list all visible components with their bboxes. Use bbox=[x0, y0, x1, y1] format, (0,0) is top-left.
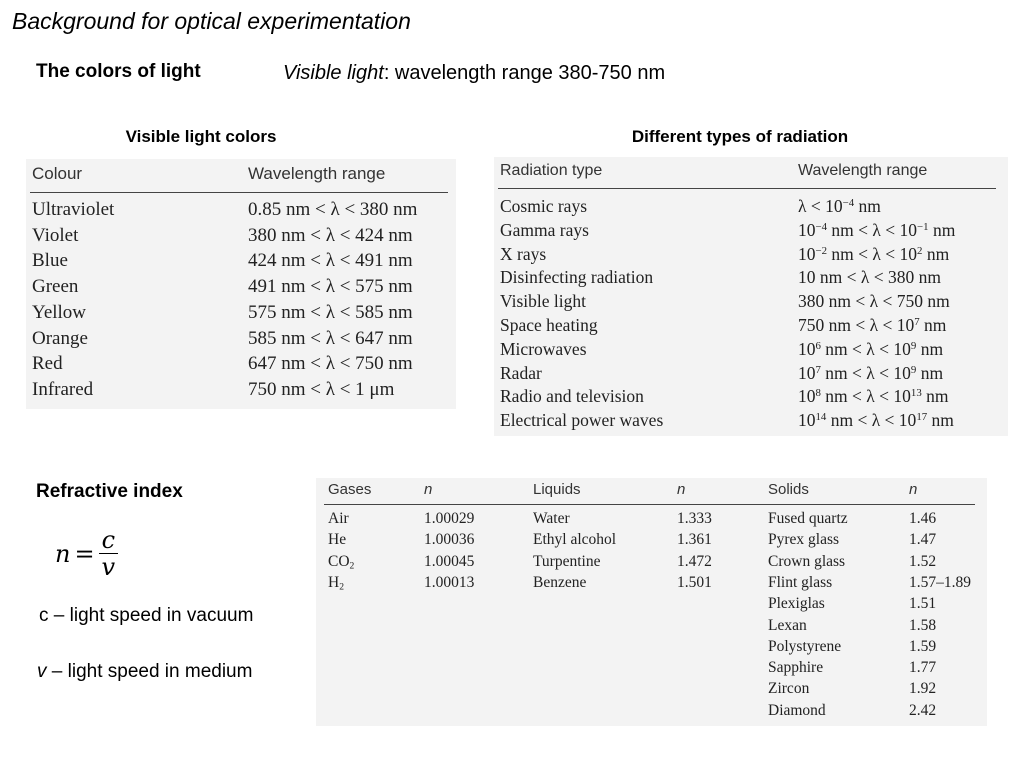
table-row bbox=[316, 638, 987, 659]
table-row bbox=[494, 220, 1008, 244]
colour-cell: Violet bbox=[32, 224, 79, 246]
table-row bbox=[26, 199, 456, 225]
note-v-text: – light speed in medium bbox=[46, 661, 253, 682]
gas-name-cell: $CO_2$ bbox=[328, 552, 355, 571]
colour-cell: Orange bbox=[32, 327, 88, 349]
solids-column-header: Solids bbox=[768, 481, 809, 498]
wavelength-cell: $10^{-4}$ nm < $\lambda < 10^{-1}$ nm bbox=[798, 219, 956, 240]
gas-name-cell: He bbox=[328, 531, 347, 549]
refractive-heading: Refractive index bbox=[36, 481, 183, 502]
table-row bbox=[26, 353, 456, 379]
note-v bbox=[37, 661, 252, 683]
liquid-name-cell: Water bbox=[533, 510, 570, 527]
liquid-name-cell: Benzene bbox=[533, 573, 587, 591]
solids-n-column-header: n bbox=[909, 481, 918, 498]
table-row bbox=[316, 680, 987, 701]
visible-light-note bbox=[283, 62, 665, 85]
table-row bbox=[494, 386, 1008, 410]
radiation-type-cell: Gamma rays bbox=[500, 219, 589, 240]
radiation-table bbox=[494, 157, 1008, 436]
header-rule bbox=[324, 504, 975, 505]
visible-colors-heading: Visible light colors bbox=[125, 127, 277, 146]
slide-title: Background for optical experimentation bbox=[12, 8, 411, 34]
liquid-n-cell: 1.501 bbox=[677, 573, 712, 591]
formula-fraction bbox=[99, 528, 118, 581]
formula-denominator: v bbox=[101, 553, 116, 582]
table-row bbox=[494, 315, 1008, 339]
formula-lhs: n bbox=[55, 540, 71, 569]
radiation-type-cell: Microwaves bbox=[500, 338, 587, 359]
wavelength-cell: 750 nm < $\lambda < 10^7$ nm bbox=[798, 315, 947, 335]
colour-cell: Red bbox=[32, 353, 63, 375]
liquid-n-cell: 1.472 bbox=[677, 552, 712, 570]
formula-numerator: c bbox=[99, 528, 118, 554]
radiation-type-cell: X rays bbox=[500, 243, 547, 264]
liquids-n-column-header: n bbox=[677, 481, 686, 498]
table-row bbox=[26, 276, 456, 302]
colour-cell: Infrared bbox=[32, 378, 94, 400]
solid-n-cell: 1.51 bbox=[909, 595, 937, 613]
gas-name-cell: Air bbox=[328, 510, 349, 527]
table-row bbox=[494, 363, 1008, 387]
colour-column-header: Colour bbox=[32, 164, 83, 183]
formula-equals: = bbox=[74, 540, 95, 569]
wavelength-cell: $10^6$ nm < $\lambda < 10^9$ nm bbox=[798, 338, 944, 359]
wavelength-cell: 424 nm < λ < 491 nm bbox=[248, 250, 413, 272]
table-row bbox=[316, 510, 987, 531]
table-row bbox=[494, 267, 1008, 291]
solid-n-cell: 1.52 bbox=[909, 552, 937, 570]
wavelength-cell: 647 nm < λ < 750 nm bbox=[248, 353, 413, 375]
refractive-index-table bbox=[316, 478, 987, 726]
gas-n-cell: 1.00013 bbox=[424, 573, 475, 591]
solid-n-cell: 1.46 bbox=[909, 510, 937, 527]
solid-name-cell: Fused quartz bbox=[768, 510, 848, 527]
wavelength-cell: 750 nm < λ < 1 μm bbox=[248, 378, 395, 400]
wavelength-cell: $10^{-2}$ nm < $\lambda < 10^2$ nm bbox=[798, 243, 950, 264]
radiation-type-cell: Space heating bbox=[500, 315, 598, 335]
wavelength-cell: $10^{14}$ nm < $\lambda < 10^{17}$ nm bbox=[798, 410, 954, 431]
solid-n-cell: 1.47 bbox=[909, 531, 937, 549]
solid-n-cell: 1.59 bbox=[909, 637, 937, 655]
visible-light-note-text: : wavelength range 380-750 nm bbox=[383, 62, 666, 84]
visible-light-note-label: Visible light bbox=[283, 62, 384, 84]
radiation-type-cell: Visible light bbox=[500, 291, 586, 312]
solid-name-cell: Polystyrene bbox=[768, 637, 842, 655]
radiation-type-cell: Radio and television bbox=[500, 386, 644, 407]
liquid-name-cell: Ethyl alcohol bbox=[533, 531, 617, 549]
gases-column-header: Gases bbox=[328, 481, 372, 498]
radiation-type-column-header: Radiation type bbox=[500, 162, 603, 179]
wavelength-cell: 585 nm < λ < 647 nm bbox=[248, 327, 413, 349]
header-rule bbox=[30, 192, 448, 193]
radiation-type-cell: Electrical power waves bbox=[500, 410, 664, 431]
wavelength-cell: 575 nm < λ < 585 nm bbox=[248, 301, 413, 323]
solid-name-cell: Flint glass bbox=[768, 573, 833, 591]
table-row bbox=[316, 659, 987, 680]
table-row bbox=[494, 196, 1008, 220]
note-v-symbol: v bbox=[37, 661, 47, 682]
gases-n-column-header: n bbox=[424, 481, 433, 498]
wavelength-cell: $10^8$ nm < $\lambda < 10^{13}$ nm bbox=[798, 386, 949, 407]
liquid-name-cell: Turpentine bbox=[533, 552, 601, 570]
solid-name-cell: Pyrex glass bbox=[768, 531, 840, 549]
solid-name-cell: Diamond bbox=[768, 701, 826, 719]
table-row bbox=[494, 339, 1008, 363]
table-row bbox=[26, 328, 456, 354]
colour-cell: Yellow bbox=[32, 301, 87, 323]
solid-name-cell: Sapphire bbox=[768, 659, 824, 677]
table-row bbox=[26, 250, 456, 276]
wavelength-column-header: Wavelength range bbox=[248, 164, 386, 183]
solid-n-cell: 1.92 bbox=[909, 680, 937, 698]
table-row bbox=[26, 225, 456, 251]
liquid-n-cell: 1.333 bbox=[677, 510, 712, 527]
solid-n-cell: 1.57–1.89 bbox=[909, 573, 971, 591]
table-row bbox=[316, 595, 987, 616]
wavelength-cell: $10^7$ nm < $\lambda < 10^9$ nm bbox=[798, 362, 944, 383]
wavelength-cell: 0.85 nm < λ < 380 nm bbox=[248, 199, 418, 220]
table-row bbox=[494, 244, 1008, 268]
table-row bbox=[316, 617, 987, 638]
table-row bbox=[316, 553, 987, 574]
solid-name-cell: Zircon bbox=[768, 680, 810, 698]
radiation-type-cell: Disinfecting radiation bbox=[500, 267, 654, 288]
wavelength-cell: $\lambda < 10^{-4}$ nm bbox=[798, 196, 881, 216]
liquid-n-cell: 1.361 bbox=[677, 531, 712, 549]
gas-n-cell: 1.00029 bbox=[424, 510, 475, 527]
liquids-column-header: Liquids bbox=[533, 481, 581, 498]
radiation-type-cell: Cosmic rays bbox=[500, 196, 588, 216]
solid-n-cell: 1.77 bbox=[909, 659, 937, 677]
colour-cell: Blue bbox=[32, 250, 68, 272]
solid-name-cell: Crown glass bbox=[768, 552, 846, 570]
solid-n-cell: 2.42 bbox=[909, 701, 937, 719]
table-row bbox=[316, 531, 987, 552]
colour-cell: Green bbox=[32, 276, 79, 298]
gas-n-cell: 1.00036 bbox=[424, 531, 475, 549]
radiation-type-cell: Radar bbox=[500, 362, 542, 383]
wavelength-cell: 380 nm < λ < 424 nm bbox=[248, 224, 413, 246]
colors-heading: The colors of light bbox=[36, 61, 201, 82]
gas-n-cell: 1.00045 bbox=[424, 552, 475, 570]
table-row bbox=[26, 379, 456, 405]
table-row bbox=[26, 302, 456, 328]
table-row bbox=[316, 574, 987, 595]
solid-name-cell: Lexan bbox=[768, 616, 807, 634]
refractive-index-formula bbox=[55, 528, 118, 581]
colour-cell: Ultraviolet bbox=[32, 199, 115, 220]
table-row bbox=[494, 291, 1008, 315]
visible-colors-table bbox=[26, 159, 456, 409]
wavelength-cell: 10 nm < λ < 380 nm bbox=[798, 267, 941, 288]
solid-name-cell: Plexiglas bbox=[768, 595, 825, 613]
wavelength-cell: 380 nm < λ < 750 nm bbox=[798, 291, 950, 312]
table-row bbox=[494, 410, 1008, 434]
solid-n-cell: 1.58 bbox=[909, 616, 937, 634]
note-c: c – light speed in vacuum bbox=[39, 605, 254, 626]
wavelength-cell: 491 nm < λ < 575 nm bbox=[248, 276, 413, 298]
header-rule bbox=[498, 188, 996, 189]
table-row bbox=[316, 702, 987, 723]
wavelength-column-header: Wavelength range bbox=[798, 162, 928, 179]
radiation-heading: Different types of radiation bbox=[631, 127, 849, 146]
gas-name-cell: $H_2$ bbox=[328, 573, 344, 593]
